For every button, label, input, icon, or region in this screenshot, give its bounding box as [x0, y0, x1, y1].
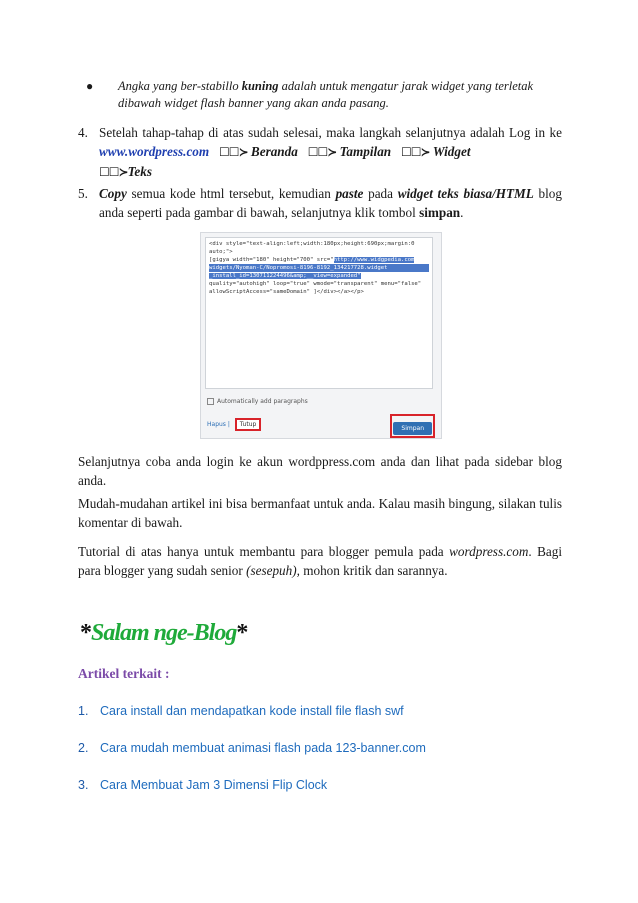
- step-5: [78, 184, 562, 222]
- widget-code-textarea: <div style="text-align:left;width:180px;height:690px;margin:0 auto;"> [gigya width="180" height="700" src="http://www.widgpedia.com widgets/Nyoman-C/Nopromosi-8196-8192_134217728.widget _install_id=130711224496&amp;__view=expanded" quality="autohigh" loop="true" wmode="transparent" menu="false" allowScriptAccess="sameDomain" ]</div></a></p>: [205, 237, 433, 389]
- related-link[interactable]: Cara install dan mendapatkan kode install file flash swf: [100, 704, 404, 718]
- related-link[interactable]: Cara Membuat Jam 3 Dimensi Flip Clock: [100, 778, 328, 792]
- tutup-link: Tutup: [235, 418, 262, 431]
- simpan-button-highlight: [390, 414, 435, 438]
- arrow-glyph-icon: ☐☐≻: [401, 145, 430, 159]
- wordpress-link[interactable]: www.wordpress.com: [99, 144, 210, 159]
- related-item[interactable]: 3. Cara Membuat Jam 3 Dimensi Flip Clock: [78, 778, 328, 792]
- step-text: Setelah tahap-tahap di atas sudah selesai, maka langkah selanjutnya adalah Log in ke www.wordpress.com ☐☐≻ Beranda ☐☐≻ Tampilan ☐☐≻ Widget ☐☐≻Teks: [99, 125, 562, 179]
- related-item[interactable]: 2. Cara mudah membuat animasi flash pada 123-banner.com: [78, 741, 426, 755]
- bullet-dot-icon: ●: [86, 79, 94, 93]
- paragraph-login: Selanjutnya coba anda login ke akun wordppress.com anda dan lihat pada sidebar blog anda.: [78, 454, 562, 488]
- widget-editor-screenshot: [200, 232, 442, 439]
- hapus-tutup-row: Hapus | Tutup: [207, 418, 261, 431]
- step-number: 4.: [78, 125, 88, 140]
- simpan-button: Simpan: [393, 422, 432, 435]
- arrow-glyph-icon: ☐☐≻: [99, 165, 128, 179]
- step-4: [78, 123, 562, 182]
- bullet-note: [88, 78, 568, 112]
- related-heading: Artikel terkait :: [78, 666, 170, 681]
- bullet-text: Angka yang ber-stabillo kuning adalah untuk mengatur jarak widget yang terletak dibawah widget flash banner yang akan anda pasang.: [118, 79, 534, 110]
- checkbox-icon: [207, 398, 214, 405]
- paragraph-tutorial: Tutorial di atas hanya untuk membantu para blogger pemula pada wordpress.com. Bagi para blogger yang sudah senior (sesepuh), mohon kritik dan sarannya.: [78, 544, 562, 578]
- salam-nge-blog: *Salam nge-Blog*: [80, 620, 248, 646]
- arrow-glyph-icon: ☐☐≻: [219, 145, 248, 159]
- arrow-glyph-icon: ☐☐≻: [307, 145, 337, 159]
- paragraph-bermanfaat: Mudah-mudahan artikel ini bisa bermanfaat untuk anda. Kalau masih bingung, silakan tulis komentar di bawah.: [78, 496, 562, 530]
- step-text: Copy semua kode html tersebut, kemudian paste pada widget teks biasa/HTML blog anda seperti pada gambar di bawah, selanjutnya klik tombol simpan.: [99, 186, 562, 220]
- auto-paragraph-checkbox: Automatically add paragraphs: [207, 398, 308, 405]
- step-number: 5.: [78, 186, 88, 201]
- related-link[interactable]: Cara mudah membuat animasi flash pada 123-banner.com: [100, 741, 426, 755]
- related-item[interactable]: 1. Cara install dan mendapatkan kode install file flash swf: [78, 704, 404, 718]
